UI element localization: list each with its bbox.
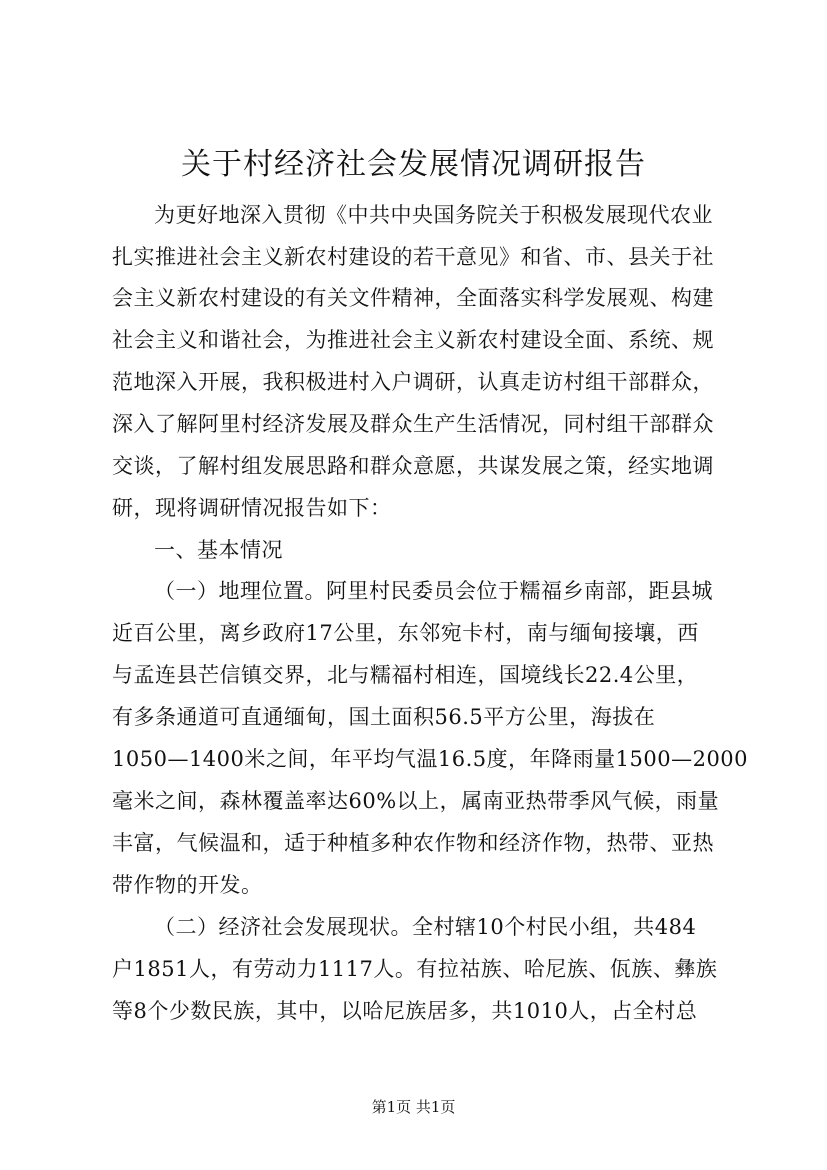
paragraph-line: 范地深入开展，我积极进村入户调研，认真走访村组干部群众， <box>112 370 714 394</box>
paragraph-line: 为更好地深入贯彻《中共中央国务院关于积极发展现代农业 <box>154 203 713 227</box>
paragraph-line: （二）经济社会发展现状。全村辖10个村民小组，共484 <box>154 915 697 939</box>
paragraph-line: 带作物的开发。 <box>112 873 263 897</box>
page-number-footer: 第1页 共1页 <box>371 1098 456 1116</box>
paragraph-line: 与孟连县芒信镇交界，北与糯福村相连，国境线长22.4公里， <box>112 663 699 687</box>
paragraph-line: 1050—1400米之间，年平均气温16.5度，年降雨量1500—2000 <box>112 747 749 771</box>
paragraph-line: （一）地理位置。阿里村民委员会位于糯福乡南部，距县城 <box>154 579 713 603</box>
paragraph-line: 丰富，气候温和，适于种植多种农作物和经济作物，热带、亚热 <box>112 831 714 855</box>
section-heading: 一、基本情况 <box>154 538 283 562</box>
paragraph-line: 扎实推进社会主义新农村建设的若干意见》和省、市、县关于社 <box>112 245 714 269</box>
paragraph-line: 研，现将调研情况报告如下： <box>112 496 392 520</box>
paragraph-line: 近百公里，离乡政府17公里，东邻宛卡村，南与缅甸接壤，西 <box>112 621 699 645</box>
paragraph-line: 有多条通道可直通缅甸，国土面积56.5平方公里，海拔在 <box>112 705 656 729</box>
paragraph-line: 会主义新农村建设的有关文件精神，全面落实科学发展观、构建 <box>112 286 714 310</box>
paragraph-line: 交谈，了解村组发展思路和群众意愿，共谋发展之策，经实地调 <box>112 454 714 478</box>
paragraph-line: 社会主义和谐社会，为推进社会主义新农村建设全面、系统、规 <box>112 328 714 352</box>
document-title: 关于村经济社会发展情况调研报告 <box>181 147 646 182</box>
paragraph-line: 毫米之间，森林覆盖率达60%以上，属南亚热带季风气候，雨量 <box>112 789 720 813</box>
paragraph-line: 深入了解阿里村经济发展及群众生产生活情况，同村组干部群众 <box>112 412 714 436</box>
paragraph-line: 等8个少数民族，其中，以哈尼族居多，共1010人，占全村总 <box>112 999 698 1023</box>
paragraph-line: 户1851人，有劳动力1117人。有拉祜族、哈尼族、佤族、彝族 <box>112 957 718 981</box>
